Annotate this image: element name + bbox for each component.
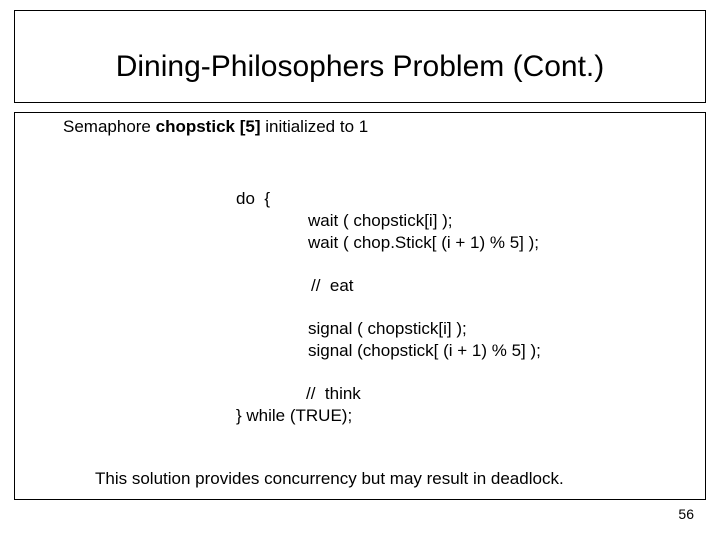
intro-line	[63, 117, 368, 137]
code-eat-comment: // eat	[311, 276, 354, 295]
code-wait-right: wait ( chop.Stick[ (i + 1) % 5] );	[308, 233, 539, 252]
intro-bold: chopstick [5]	[155, 117, 261, 136]
code-signal-left: signal ( chopstick[i] );	[308, 319, 467, 338]
content-box	[14, 112, 706, 500]
conclusion-text: This solution provides concurrency but may result in deadlock.	[95, 469, 564, 488]
intro-prefix: Semaphore	[63, 117, 156, 136]
slide-title: Dining-Philosophers Problem (Cont.)	[115, 50, 605, 83]
code-do-open: do {	[236, 189, 271, 208]
title-box	[14, 10, 706, 103]
code-wait-left: wait ( chopstick[i] );	[308, 211, 453, 230]
page-number: 56	[678, 506, 694, 522]
code-think-comment: // think	[306, 384, 361, 403]
code-signal-right: signal (chopstick[ (i + 1) % 5] );	[308, 341, 541, 360]
intro-suffix: initialized to 1	[260, 117, 369, 136]
code-while-close: } while (TRUE);	[236, 406, 353, 425]
